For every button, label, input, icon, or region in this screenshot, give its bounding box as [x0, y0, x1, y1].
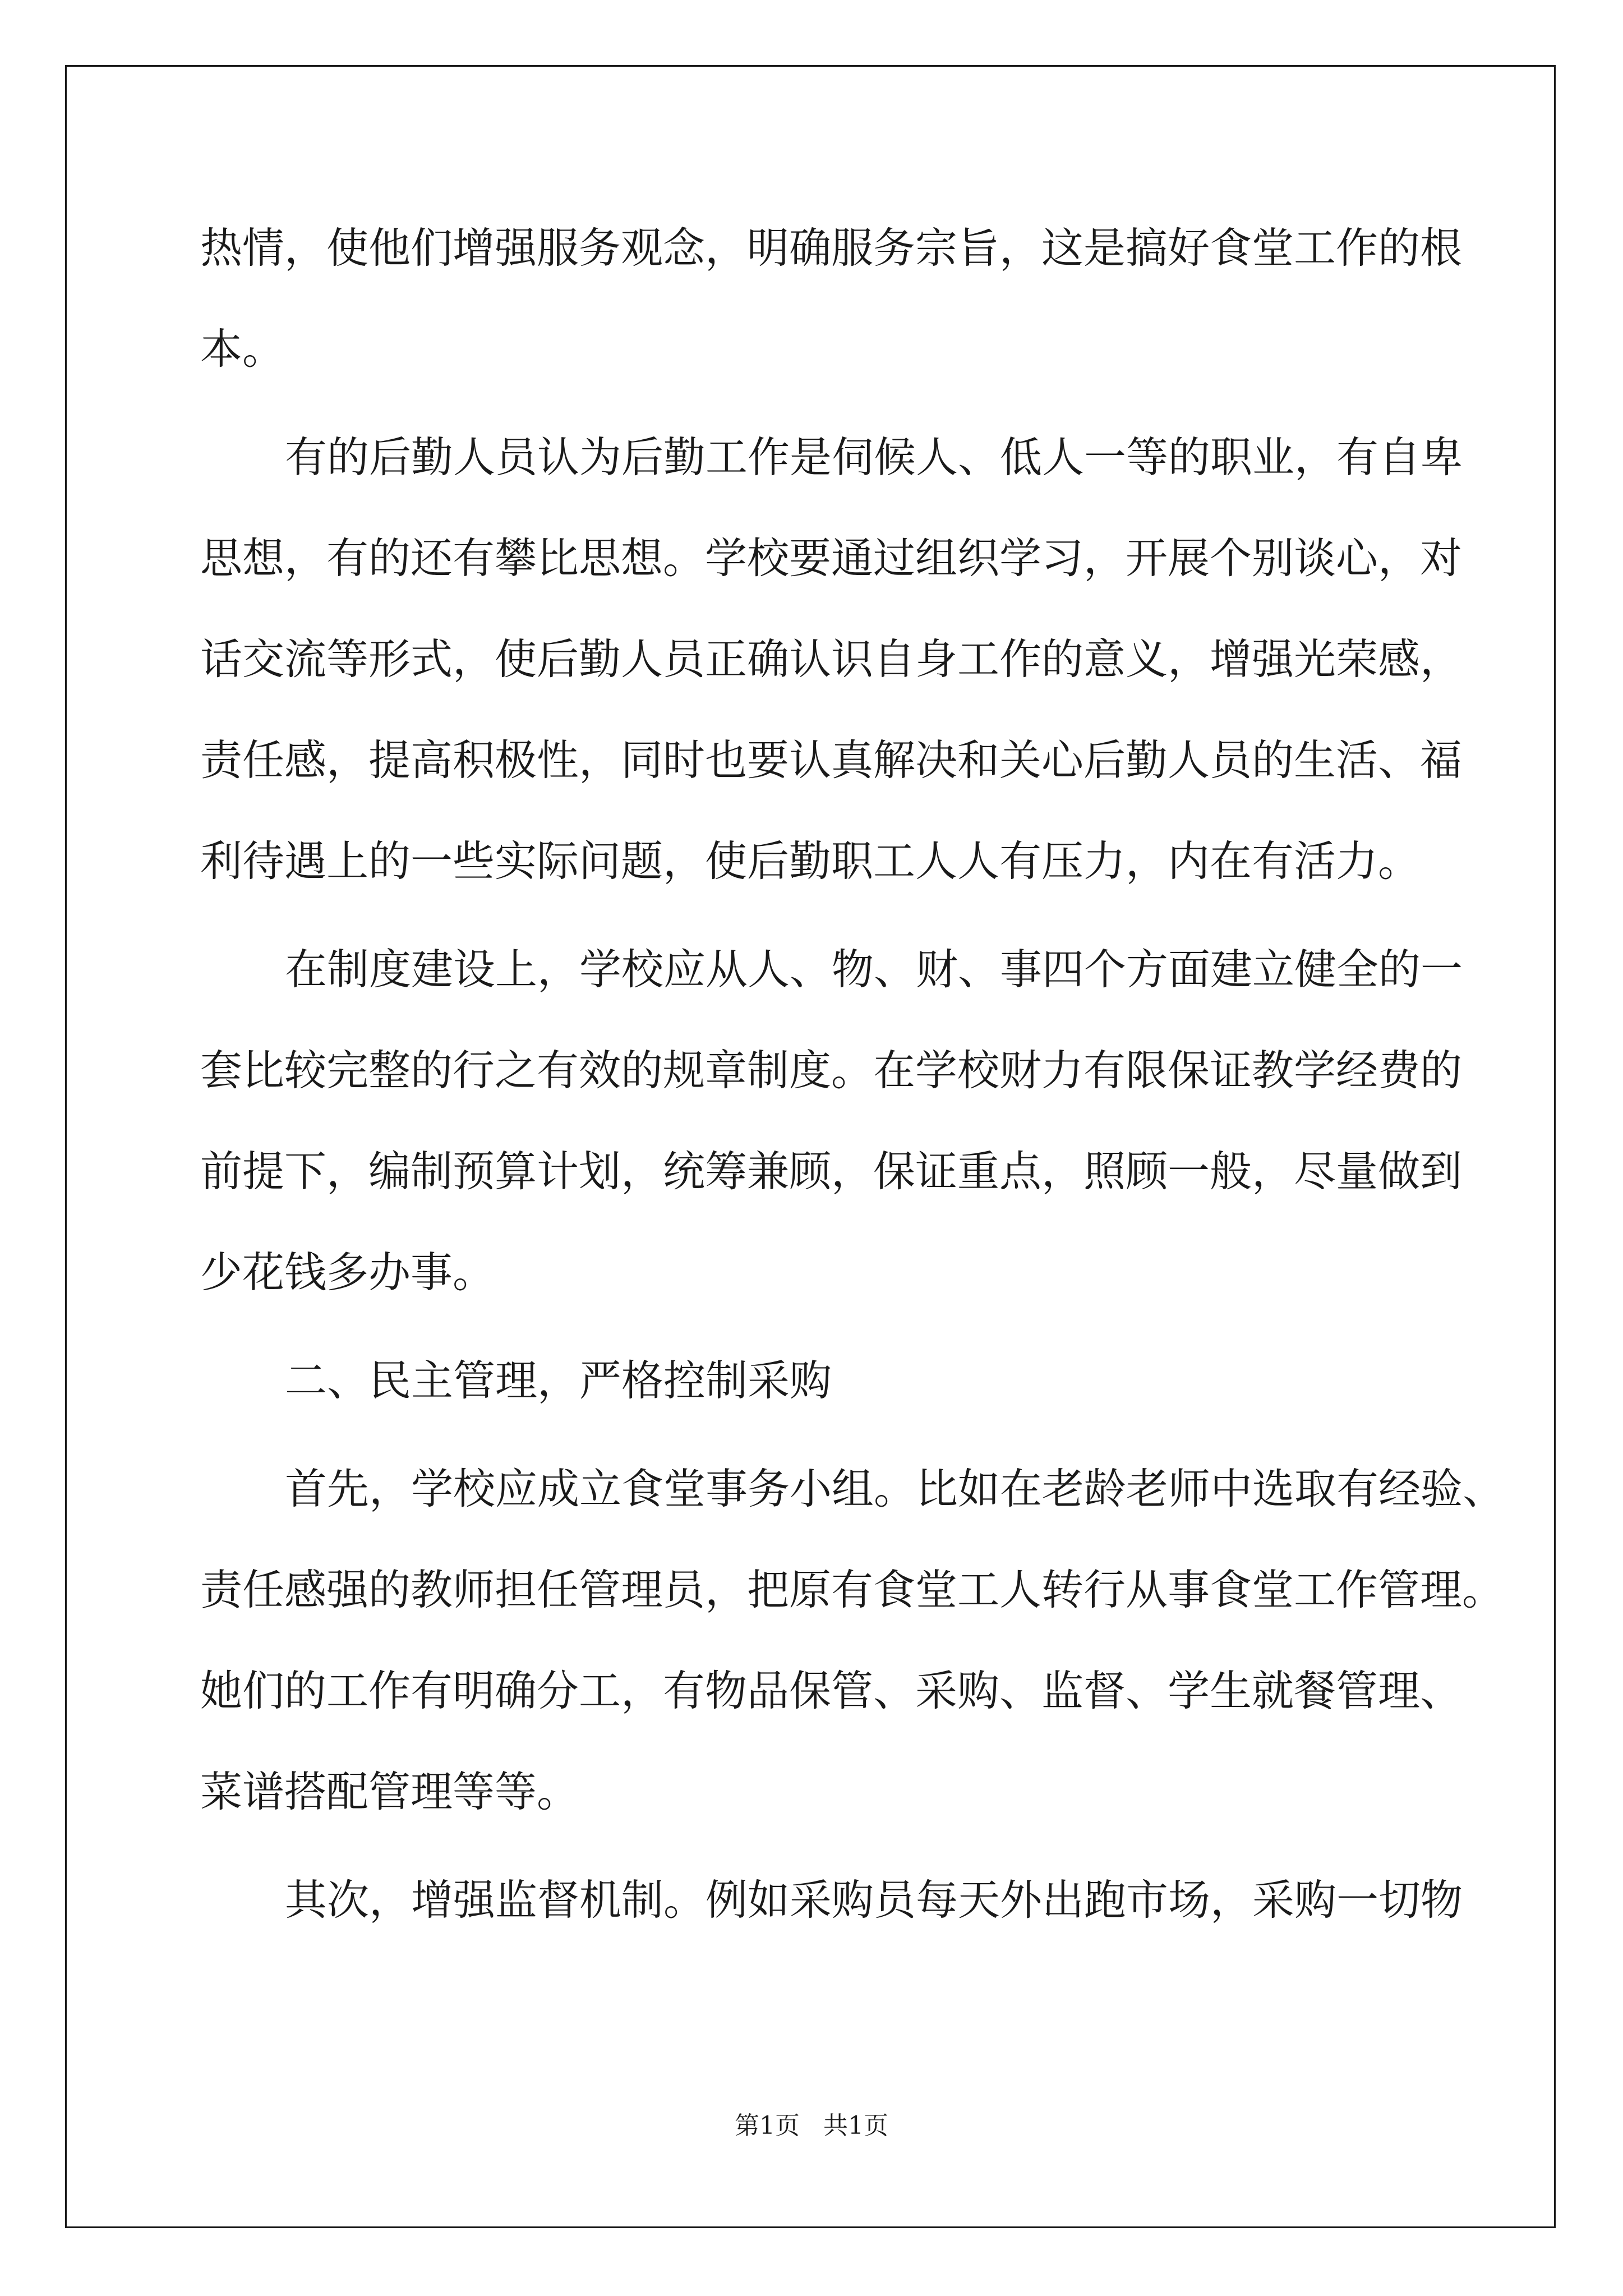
text-line-4: 思想，有的还有攀比思想。学校要通过组织学习，开展个别谈心，对 [200, 533, 1463, 583]
text-line-17: 其次，增强监督机制。例如采购员每天外出跑市场，采购一切物 [285, 1875, 1463, 1925]
section-heading: 二、民主管理，严格控制采购 [285, 1356, 832, 1405]
text-line-6: 责任感，提高积极性，同时也要认真解决和关心后勤人员的生活、福 [200, 735, 1463, 785]
text-line-16: 菜谱搭配管理等等。 [200, 1767, 579, 1816]
text-line-5: 话交流等形式，使后勤人员正确认识自身工作的意义，增强光荣感， [200, 634, 1463, 684]
page-footer: 第1页 共1页 [735, 2111, 888, 2140]
text-line-7: 利待遇上的一些实际问题，使后勤职工人人有压力，内在有活力。 [200, 836, 1421, 886]
text-line-9: 套比较完整的行之有效的规章制度。在学校财力有限保证教学经费的 [200, 1046, 1463, 1095]
text-line-11: 少花钱多办事。 [200, 1248, 495, 1297]
text-line-1: 热情，使他们增强服务观念，明确服务宗旨，这是搞好食堂工作的根 [200, 223, 1463, 273]
text-line-14: 责任感强的教师担任管理员，把原有食堂工人转行从事食堂工作管理。 [200, 1565, 1505, 1614]
text-line-3: 有的后勤人员认为后勤工作是伺候人、低人一等的职业，有自卑 [285, 432, 1463, 482]
text-line-2: 本。 [200, 324, 285, 374]
text-line-13: 首先，学校应成立食堂事务小组。比如在老龄老师中选取有经验、 [285, 1464, 1505, 1513]
text-line-15: 她们的工作有明确分工，有物品保管、采购、监督、学生就餐管理、 [200, 1666, 1463, 1715]
text-line-8: 在制度建设上，学校应从人、物、财、事四个方面建立健全的一 [285, 945, 1463, 994]
text-line-10: 前提下，编制预算计划，统筹兼顾，保证重点，照顾一般，尽量做到 [200, 1147, 1463, 1196]
